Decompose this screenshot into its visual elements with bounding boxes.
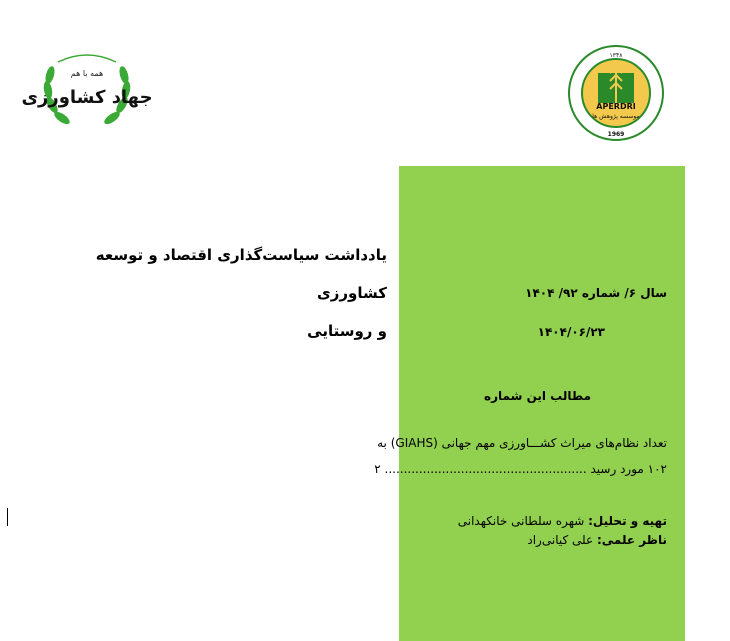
- seal-subtitle: موسسه پژوهش ها: [592, 113, 640, 120]
- logo-main-text: جهاد کشاورزی: [21, 87, 153, 108]
- author-credit: [458, 514, 667, 528]
- document-title: [27, 236, 387, 350]
- seal-year-fa: ۱۳۴۸: [609, 52, 623, 59]
- issue-volume: سال ۶/ شماره ۹۲/ ۱۴۰۴: [525, 286, 667, 300]
- issue-date: ۱۴۰۴/۰۶/۲۳: [537, 325, 605, 339]
- supervisor-label: ناظر علمی:: [596, 533, 667, 547]
- issue-info-panel: [374, 166, 685, 641]
- supervisor-credit: [527, 533, 667, 547]
- jahad-keshavarzi-logo: [21, 50, 153, 140]
- aperdri-seal-logo: [566, 43, 666, 143]
- contents-heading: مطالب این شماره: [484, 389, 591, 403]
- seal-acronym: APERDRI: [596, 102, 636, 111]
- author-label: تهیه و تحلیل:: [588, 514, 667, 528]
- seal-year: 1969: [607, 131, 625, 138]
- title-line-1: یادداشت سیاست‌گذاری اقتصاد و توسعه کشاورزی: [95, 246, 387, 302]
- author-name: شهره سلطانی خانکهدانی: [457, 514, 589, 528]
- supervisor-name: علی کیانی‌راد: [527, 533, 597, 547]
- contents-item-line-2: ۱۰۲ مورد رسید ..................................................... ۲: [374, 462, 667, 476]
- title-line-2: و روستایی: [307, 322, 387, 340]
- contents-item-line-1: تعداد نظام‌های میراث کشـــاورزی مهم جهانی (GIAHS) به: [377, 436, 667, 450]
- logo-top-text: همه با هم: [70, 69, 104, 78]
- text-cursor: [7, 508, 8, 526]
